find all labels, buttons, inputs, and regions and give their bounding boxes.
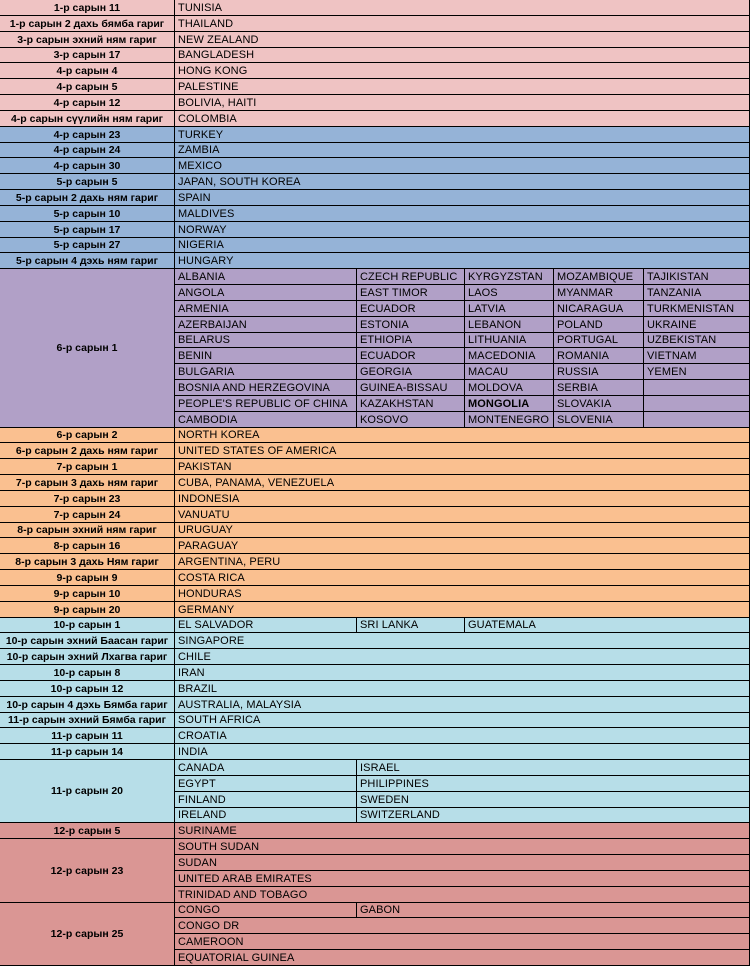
country-cell: PARAGUAY xyxy=(175,538,750,554)
date-cell: 4-р сарын 24 xyxy=(0,143,175,158)
date-cell: 3-р сарын эхний ням гариг xyxy=(0,32,175,48)
country-cell: TURKEY xyxy=(175,127,750,143)
date-cell: 9-р сарын 20 xyxy=(0,602,175,618)
date-cell: 5-р сарын 17 xyxy=(0,222,175,238)
date-cell: 5-р сарын 4 дэхь ням гариг xyxy=(0,253,175,269)
country-cell: CANADA xyxy=(175,760,357,776)
country-cell: PORTUGAL xyxy=(554,333,644,348)
date-cell: 4-р сарын 23 xyxy=(0,127,175,143)
country-cell: BULGARIA xyxy=(175,364,357,380)
country-cell: LITHUANIA xyxy=(465,333,554,348)
country-cell: YEMEN xyxy=(644,364,750,380)
country-cell: MONGOLIA xyxy=(465,396,554,412)
country-cell: ESTONIA xyxy=(357,317,465,333)
date-cell: 9-р сарын 9 xyxy=(0,570,175,586)
country-cell: GUINEA-BISSAU xyxy=(357,380,465,396)
country-cell: MOLDOVA xyxy=(465,380,554,396)
country-cell: JAPAN, SOUTH KOREA xyxy=(175,174,750,190)
date-cell: 8-р сарын 16 xyxy=(0,538,175,554)
country-cell: COLOMBIA xyxy=(175,111,750,127)
date-cell: 7-р сарын 23 xyxy=(0,491,175,507)
date-cell: 12-р сарын 23 xyxy=(0,839,175,903)
country-cell: MACEDONIA xyxy=(465,348,554,364)
country-cell: LAOS xyxy=(465,285,554,301)
date-cell: 10-р сарын эхний Баасан гариг xyxy=(0,633,175,649)
country-cell: KAZAKHSTAN xyxy=(357,396,465,412)
date-cell: 11-р сарын 14 xyxy=(0,744,175,760)
country-cell: ARGENTINA, PERU xyxy=(175,554,750,570)
date-cell: 8-р сарын 3 дахь Ням гариг xyxy=(0,554,175,570)
country-cell: IRAN xyxy=(175,665,750,681)
date-cell: 12-р сарын 5 xyxy=(0,823,175,839)
date-cell: 11-р сарын 20 xyxy=(0,760,175,823)
country-cell: INDONESIA xyxy=(175,491,750,507)
date-cell: 9-р сарын 10 xyxy=(0,586,175,602)
date-cell: 11-р сарын эхний Бямба гариг xyxy=(0,713,175,728)
country-cell: INDIA xyxy=(175,744,750,760)
date-cell: 10-р сарын 8 xyxy=(0,665,175,681)
country-cell: CAMBODIA xyxy=(175,412,357,428)
country-cell: SLOVENIA xyxy=(554,412,644,428)
country-cell: GABON xyxy=(357,903,750,918)
country-cell: SPAIN xyxy=(175,190,750,206)
country-cell: ZAMBIA xyxy=(175,143,750,158)
country-cell: THAILAND xyxy=(175,16,750,32)
country-cell: TAJIKISTAN xyxy=(644,269,750,285)
country-cell: LATVIA xyxy=(465,301,554,317)
date-cell: 10-р сарын 12 xyxy=(0,681,175,697)
country-cell: EQUATORIAL GUINEA xyxy=(175,950,750,966)
country-cell: NIGERIA xyxy=(175,238,750,253)
date-cell: 7-р сарын 1 xyxy=(0,459,175,475)
country-cell: SRI LANKA xyxy=(357,618,465,633)
country-cell: VANUATU xyxy=(175,507,750,523)
country-cell: CUBA, PANAMA, VENEZUELA xyxy=(175,475,750,491)
country-cell: NICARAGUA xyxy=(554,301,644,317)
country-cell: SINGAPORE xyxy=(175,633,750,649)
country-cell: IRELAND xyxy=(175,808,357,823)
date-cell: 4-р сарын 4 xyxy=(0,63,175,79)
country-cell: SUDAN xyxy=(175,855,750,871)
date-cell: 1-р сарын 2 дахь бямба гариг xyxy=(0,16,175,32)
country-cell: EAST TIMOR xyxy=(357,285,465,301)
country-cell: HONG KONG xyxy=(175,63,750,79)
date-cell: 7-р сарын 3 дахь ням гариг xyxy=(0,475,175,491)
country-cell: KOSOVO xyxy=(357,412,465,428)
country-cell: MOZAMBIQUE xyxy=(554,269,644,285)
country-cell: GERMANY xyxy=(175,602,750,618)
country-cell: BRAZIL xyxy=(175,681,750,697)
country-cell: NORWAY xyxy=(175,222,750,238)
country-cell: BOSNIA AND HERZEGOVINA xyxy=(175,380,357,396)
country-cell: CROATIA xyxy=(175,728,750,744)
country-cell: EL SALVADOR xyxy=(175,618,357,633)
country-cell: AUSTRALIA, MALAYSIA xyxy=(175,697,750,713)
date-cell: 11-р сарын 11 xyxy=(0,728,175,744)
date-cell: 5-р сарын 5 xyxy=(0,174,175,190)
date-cell: 4-р сарын 30 xyxy=(0,158,175,174)
country-cell: ROMANIA xyxy=(554,348,644,364)
country-cell: EGYPT xyxy=(175,776,357,792)
country-cell: LEBANON xyxy=(465,317,554,333)
country-cell: MYANMAR xyxy=(554,285,644,301)
date-cell: 6-р сарын 2 xyxy=(0,428,175,443)
country-cell: PALESTINE xyxy=(175,79,750,95)
date-cell: 6-р сарын 1 xyxy=(0,269,175,428)
country-cell: BENIN xyxy=(175,348,357,364)
date-cell: 7-р сарын 24 xyxy=(0,507,175,523)
country-cell: ISRAEL xyxy=(357,760,750,776)
country-cell: TUNISIA xyxy=(175,0,750,16)
country-cell: SURINAME xyxy=(175,823,750,839)
date-cell: 1-р сарын 11 xyxy=(0,0,175,16)
country-cell: KYRGYZSTAN xyxy=(465,269,554,285)
country-cell: BELARUS xyxy=(175,333,357,348)
country-cell: TRINIDAD AND TOBAGO xyxy=(175,887,750,903)
date-cell: 4-р сарын сүүлийн ням гариг xyxy=(0,111,175,127)
country-cell: GUATEMALA xyxy=(465,618,750,633)
country-cell: FINLAND xyxy=(175,792,357,808)
date-cell: 3-р сарын 17 xyxy=(0,48,175,63)
date-cell: 5-р сарын 10 xyxy=(0,206,175,222)
date-cell: 10-р сарын 1 xyxy=(0,618,175,633)
country-cell: NEW ZEALAND xyxy=(175,32,750,48)
country-cell: GEORGIA xyxy=(357,364,465,380)
date-cell: 10-р сарын 4 дэхь Бямба гариг xyxy=(0,697,175,713)
country-cell: TURKMENISTAN xyxy=(644,301,750,317)
date-cell: 10-р сарын эхний Лхагва гариг xyxy=(0,649,175,665)
country-cell: CONGO xyxy=(175,903,357,918)
country-cell xyxy=(644,380,750,396)
country-cell: PAKISTAN xyxy=(175,459,750,475)
country-cell: BANGLADESH xyxy=(175,48,750,63)
country-cell: UNITED STATES OF AMERICA xyxy=(175,443,750,459)
country-cell xyxy=(644,396,750,412)
country-cell: SOUTH AFRICA xyxy=(175,713,750,728)
country-cell: ANGOLA xyxy=(175,285,357,301)
country-cell: TANZANIA xyxy=(644,285,750,301)
country-cell: SLOVAKIA xyxy=(554,396,644,412)
country-cell: UNITED ARAB EMIRATES xyxy=(175,871,750,887)
country-cell: ETHIOPIA xyxy=(357,333,465,348)
country-cell: HONDURAS xyxy=(175,586,750,602)
date-cell: 4-р сарын 5 xyxy=(0,79,175,95)
date-cell: 8-р сарын эхний ням гариг xyxy=(0,523,175,538)
country-cell: MALDIVES xyxy=(175,206,750,222)
date-cell: 4-р сарын 12 xyxy=(0,95,175,111)
country-cell: VIETNAM xyxy=(644,348,750,364)
country-cell: ALBANIA xyxy=(175,269,357,285)
country-cell: ECUADOR xyxy=(357,348,465,364)
country-cell: MACAU xyxy=(465,364,554,380)
country-cell: AZERBAIJAN xyxy=(175,317,357,333)
country-cell: PEOPLE'S REPUBLIC OF CHINA xyxy=(175,396,357,412)
country-cell: RUSSIA xyxy=(554,364,644,380)
country-cell: SWITZERLAND xyxy=(357,808,750,823)
country-cell: MONTENEGRO xyxy=(465,412,554,428)
country-cell: SWEDEN xyxy=(357,792,750,808)
country-cell: SERBIA xyxy=(554,380,644,396)
date-cell: 6-р сарын 2 дахь ням гариг xyxy=(0,443,175,459)
date-cell: 5-р сарын 2 дахь ням гариг xyxy=(0,190,175,206)
date-cell: 5-р сарын 27 xyxy=(0,238,175,253)
country-cell: MEXICO xyxy=(175,158,750,174)
country-cell: CHILE xyxy=(175,649,750,665)
country-cell: SOUTH SUDAN xyxy=(175,839,750,855)
country-cell: BOLIVIA, HAITI xyxy=(175,95,750,111)
country-cell: CONGO DR xyxy=(175,918,750,934)
country-cell: UKRAINE xyxy=(644,317,750,333)
country-cell: ARMENIA xyxy=(175,301,357,317)
country-cell: PHILIPPINES xyxy=(357,776,750,792)
country-cell: UZBEKISTAN xyxy=(644,333,750,348)
country-cell: POLAND xyxy=(554,317,644,333)
country-cell: HUNGARY xyxy=(175,253,750,269)
country-cell: ECUADOR xyxy=(357,301,465,317)
country-cell: CZECH REPUBLIC xyxy=(357,269,465,285)
date-cell: 12-р сарын 25 xyxy=(0,903,175,966)
country-cell: URUGUAY xyxy=(175,523,750,538)
country-cell: CAMEROON xyxy=(175,934,750,950)
country-cell xyxy=(644,412,750,428)
country-cell: COSTA RICA xyxy=(175,570,750,586)
country-cell: NORTH KOREA xyxy=(175,428,750,443)
